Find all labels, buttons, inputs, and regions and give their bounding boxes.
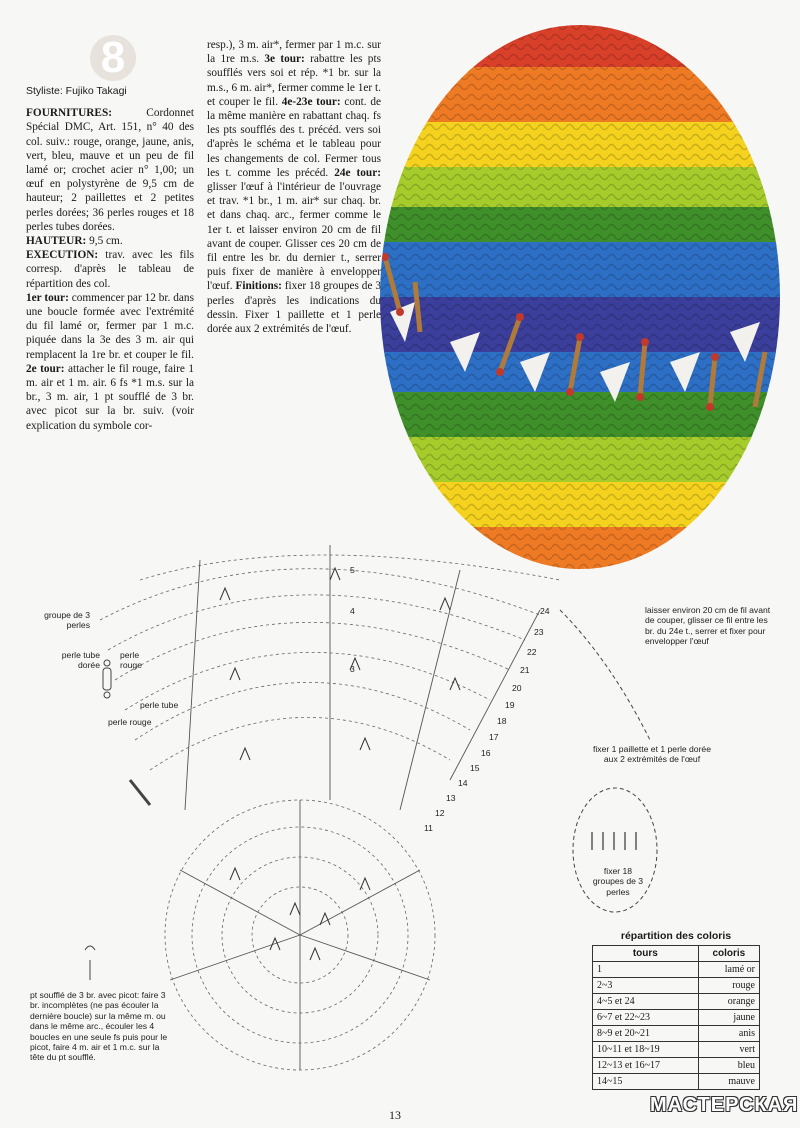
label-perle-tube-doree: perle tube dorée bbox=[61, 650, 100, 671]
cell-coloris: orange bbox=[698, 994, 759, 1010]
instr-text-2: rabattre les pts soufflés vers soi et rép. *1 br. sur la m.s., 6 m. air*, fermer comme le 1er t. et couper le fil. bbox=[207, 53, 381, 108]
table-row bbox=[593, 1010, 760, 1026]
cell-coloris: mauve bbox=[698, 1074, 759, 1090]
hauteur-text: 9,5 cm. bbox=[86, 235, 123, 248]
page-number: 13 bbox=[389, 1108, 401, 1122]
instr-text-4: glisser l'œuf à l'intérieur de l'ouvrage et trav. *1 br., 1 m. air* sur chaq. br. et dans chaq. arc., fermer comme le 1er t. et laisser environ 20 cm de fil avant de couper. Glisser ces 20 cm de fil entre les br. du dernier t., serrer puis fixer de manière à envelopper l'œuf. bbox=[207, 181, 381, 293]
cell-tours: 2~3 bbox=[593, 978, 699, 994]
execution-text: trav. avec les fils corresp. d'après le tableau de répartition des col. bbox=[26, 249, 194, 290]
table-header-row bbox=[593, 946, 760, 962]
table-row bbox=[593, 1026, 760, 1042]
tour1-label: 1er tour: bbox=[26, 291, 69, 304]
stylist-line: Styliste: Fujiko Takagi bbox=[26, 85, 127, 97]
label-fixer-paillette: fixer 1 paillette et 1 perle dorée aux 2 extrémités de l'œuf bbox=[593, 744, 711, 765]
table-title: répartition des coloris bbox=[620, 930, 732, 942]
header-tours: tours bbox=[593, 946, 699, 962]
label-fixer-18: fixer 18 groupes de 3 perles bbox=[592, 866, 644, 897]
row-number: 17 bbox=[489, 732, 499, 742]
label-perle-rouge: perle rouge bbox=[120, 650, 142, 671]
cell-tours: 8~9 et 20~21 bbox=[593, 1026, 699, 1042]
tour4-23-label: 4e-23e tour: bbox=[281, 95, 341, 108]
instr-text-1: resp.), 3 m. air*, fermer par 1 m.c. sur la 1re m.s. bbox=[207, 39, 381, 66]
row-number: 13 bbox=[446, 793, 456, 803]
watermark-text: МАСТЕРСКАЯ bbox=[650, 1094, 799, 1116]
row-number: 14 bbox=[458, 778, 468, 788]
header-coloris: coloris bbox=[698, 946, 759, 962]
label-perle-rouge-2: perle rouge bbox=[108, 717, 152, 727]
row-number: 16 bbox=[481, 748, 491, 758]
cell-tours: 12~13 et 16~17 bbox=[593, 1058, 699, 1074]
execution-paragraph bbox=[26, 248, 194, 291]
hauteur-paragraph bbox=[26, 234, 194, 248]
table-row bbox=[593, 994, 760, 1010]
tour1-text: commencer par 12 br. dans une boucle formée avec l'extrémité du fil lamé or, fermer par 1 m.c. piquée dans la 3e des 3 m. air qui remplacent la 1re br. et couper le fil. bbox=[26, 291, 194, 361]
cell-tours: 14~15 bbox=[593, 1074, 699, 1090]
row-number: 11 bbox=[424, 823, 433, 833]
row-number: 22 bbox=[527, 647, 537, 657]
row-number: 3 bbox=[350, 664, 355, 674]
tour2-label: 2e tour: bbox=[26, 362, 65, 375]
table-row bbox=[593, 1042, 760, 1058]
row-number: 15 bbox=[470, 763, 480, 773]
tour24-label: 24e tour: bbox=[334, 166, 381, 179]
row-number: 5 bbox=[350, 565, 355, 575]
fournitures-paragraph bbox=[26, 106, 194, 234]
cell-coloris: bleu bbox=[698, 1058, 759, 1074]
cell-coloris: lamé or bbox=[698, 962, 759, 978]
cell-tours: 1 bbox=[593, 962, 699, 978]
fournitures-label: FOURNITURES: bbox=[26, 107, 112, 120]
label-groupe-perles: groupe de 3 perles bbox=[44, 610, 90, 631]
color-distribution-table bbox=[592, 945, 760, 1090]
row-number: 20 bbox=[512, 683, 522, 693]
row-number: 24 bbox=[540, 606, 550, 616]
instructions-paragraph bbox=[207, 38, 381, 336]
text-column-left bbox=[26, 84, 194, 433]
crochet-egg-photo bbox=[370, 12, 790, 572]
pattern-number-badge: 8 bbox=[90, 35, 136, 81]
text-column-right bbox=[207, 38, 381, 336]
table-row bbox=[593, 1058, 760, 1074]
hauteur-label: HAUTEUR: bbox=[26, 235, 87, 248]
instr-text-5: fixer 18 groupes de 3 perles d'après les indications du dessin. Fixer 1 paillette et 1 perle dorée aux 2 extrémités de l'œuf. bbox=[207, 280, 381, 336]
row-number: 4 bbox=[350, 606, 355, 616]
cell-coloris: rouge bbox=[698, 978, 759, 994]
table-row bbox=[593, 978, 760, 994]
table-row bbox=[593, 1074, 760, 1090]
cell-tours: 4~5 et 24 bbox=[593, 994, 699, 1010]
egg-illustration bbox=[370, 12, 790, 572]
row-number: 18 bbox=[497, 716, 507, 726]
label-laisser-fil: laisser environ 20 cm de fil avant de couper, glisser ce fil entre les br. du 24e t., serrer et fixer pour envelopper l'œuf bbox=[645, 605, 771, 647]
instr-text-3: cont. de la même manière en rabattant chaq. fs les pts soufflés des t. précéd. vers soi d'après le schéma et le tableau pour les changements de col. Fermer tous les t. comme les précéd. bbox=[207, 95, 382, 179]
finitions-label: Finitions: bbox=[235, 280, 282, 293]
cell-tours: 10~11 et 18~19 bbox=[593, 1042, 699, 1058]
label-perle-tube: perle tube bbox=[140, 700, 179, 710]
tour1-paragraph bbox=[26, 291, 194, 433]
cell-tours: 6~7 et 22~23 bbox=[593, 1010, 699, 1026]
cell-coloris: anis bbox=[698, 1026, 759, 1042]
tour3-label: 3e tour: bbox=[264, 53, 305, 66]
cell-coloris: vert bbox=[698, 1042, 759, 1058]
row-number: 23 bbox=[534, 627, 544, 637]
label-pt-souffle: pt soufflé de 3 br. avec picot: faire 3 br. incomplètes (ne pas écouler la dernière boucle) sur la même m. ou dans le même arc., écouler les 4 boucles en une seule fs puis pour le picot, faire 4 m. air et 1 m.c. sur la tête du pt soufflé. bbox=[30, 990, 168, 1063]
cell-coloris: jaune bbox=[698, 1010, 759, 1026]
tour2-text: attacher le fil rouge, faire 1 m. air et 1 m. air. 6 fs *1 m.s. sur la br., 3 m. air, 1 pt soufflé de 3 br. avec picot sur la br. suiv. (voir explication du symbole cor- bbox=[26, 362, 194, 432]
row-number: 21 bbox=[520, 665, 530, 675]
table-row bbox=[593, 962, 760, 978]
row-number: 12 bbox=[435, 808, 445, 818]
execution-label: EXECUTION: bbox=[26, 249, 99, 262]
fournitures-text: Cordonnet Spécial DMC, Art. 151, n° 40 des col. suiv.: rouge, orange, jaune, anis, vert, bleu, mauve et un peu de fil lamé or; crochet acier n° 1,00; un œuf en polystyrène de 9,5 cm de hauteur; 2 paillettes et 2 petites perles dorées; 36 perles rouges et 18 perles tubes dorées. bbox=[26, 107, 194, 233]
color-table bbox=[592, 930, 760, 1090]
row-number: 19 bbox=[505, 700, 515, 710]
